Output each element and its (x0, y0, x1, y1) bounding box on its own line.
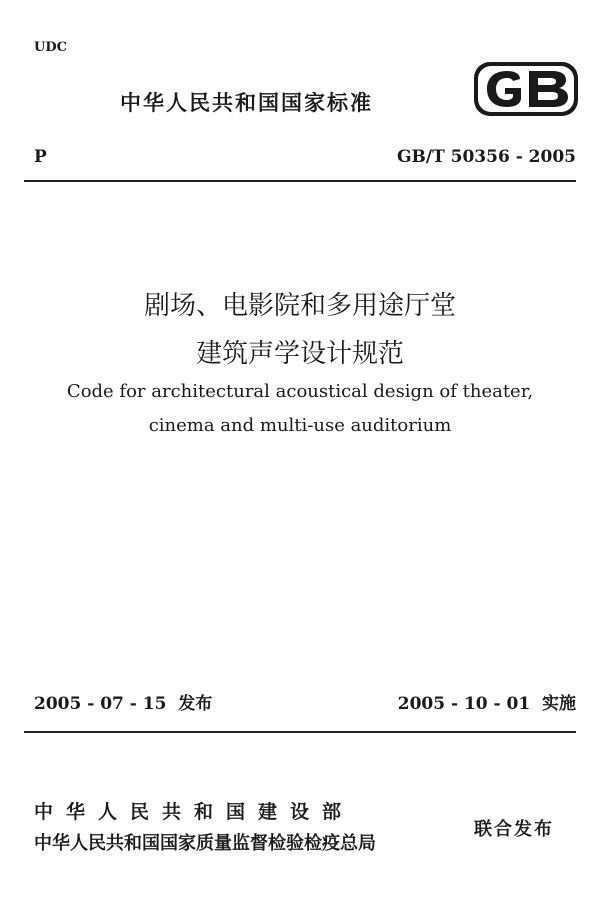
title-en-line2: cinema and multi-use auditorium (148, 415, 452, 436)
udc-label: UDC (34, 40, 67, 55)
gb-logo-graphic (474, 62, 578, 116)
title-cn-line2: 建筑声学设计规范 (195, 339, 404, 369)
joint-issue-label: 联合发布 (474, 819, 554, 840)
issuer-aqsiq: 中华人民共和国国家质量监督检验检疫总局 (34, 833, 376, 854)
issuer-ministry: 中华人民共和国建设部 (34, 801, 355, 823)
issue-date: 2005 - 07 - 15 发布 (34, 694, 213, 714)
national-standard-heading: 中华人民共和国国家标准 (120, 91, 373, 115)
bottom-divider (24, 731, 576, 733)
implement-date: 2005 - 10 - 01 实施 (397, 694, 576, 714)
title-cn-line1: 剧场、电影院和多用途厅堂 (143, 291, 456, 321)
category-code: P (34, 147, 47, 167)
title-en-line1: Code for architectural acoustical design of theater, (66, 381, 534, 402)
gb-logo (474, 62, 578, 116)
top-divider (24, 180, 576, 182)
standard-number: GB/T 50356 - 2005 (396, 147, 576, 167)
